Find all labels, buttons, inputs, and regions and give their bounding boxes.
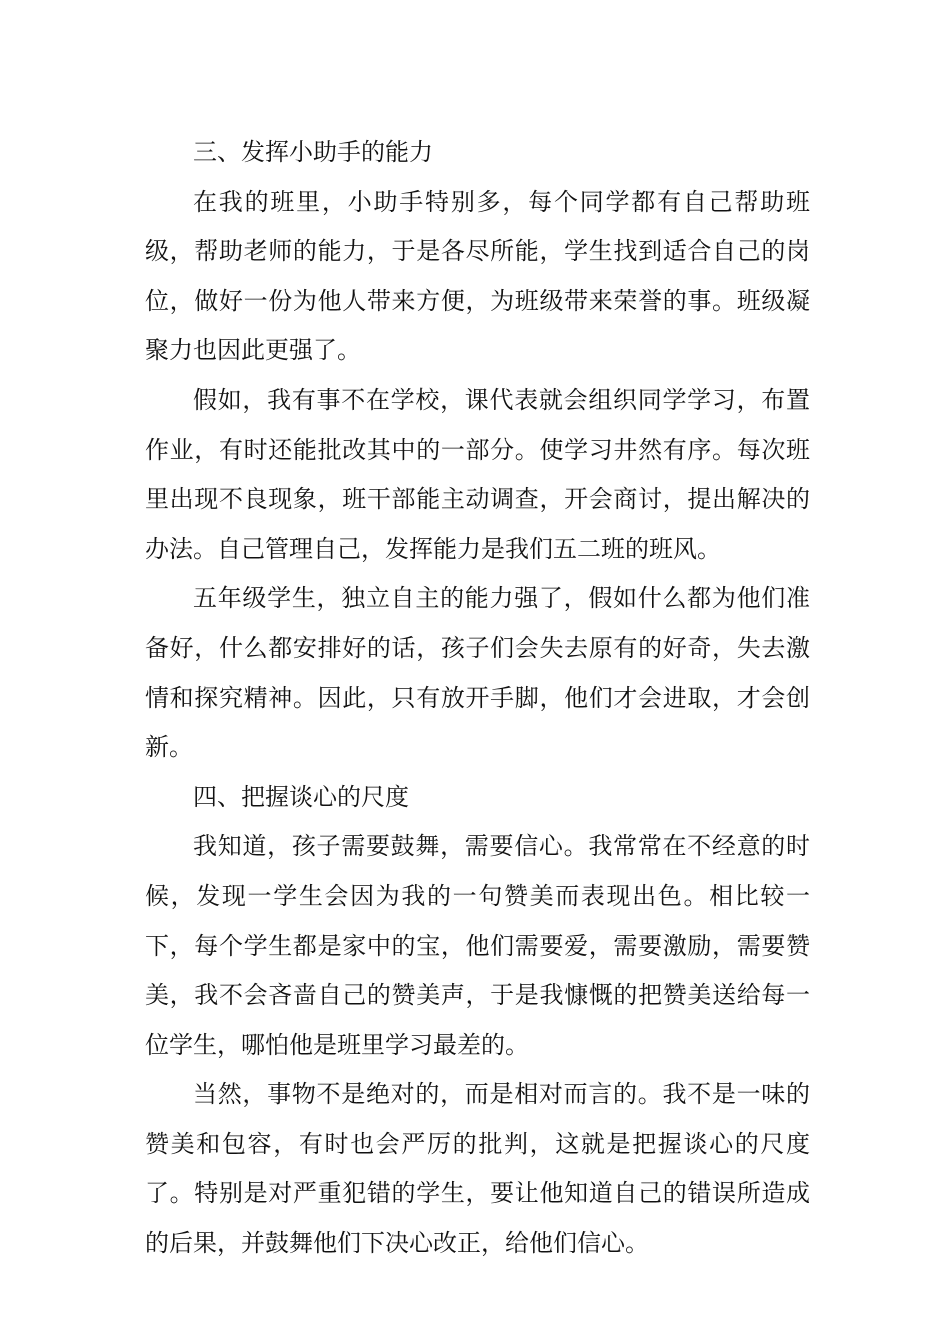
paragraph: 在我的班里，小助手特别多，每个同学都有自己帮助班级，帮助老师的能力，于是各尽所能，学生找到适合自己的岗位，做好一份为他人带来方便，为班级带来荣誉的事。班级凝聚力也因此更强了。	[145, 187, 810, 365]
paragraph: 五年级学生，独立自主的能力强了，假如什么都为他们准备好，什么都安排好的话，孩子们会失去原有的好奇，失去激情和探究精神。因此，只有放开手脚，他们才会进取，才会创新。	[145, 584, 810, 762]
paragraph: 假如，我有事不在学校，课代表就会组织同学学习，布置作业，有时还能批改其中的一部分。使学习井然有序。每次班里出现不良现象，班干部能主动调查，开会商讨，提出解决的办法。自己管理自己，发挥能力是我们五二班的班风。	[145, 385, 810, 563]
section-heading: 四、把握谈心的尺度	[193, 782, 409, 811]
section-heading: 三、发挥小助手的能力	[193, 138, 433, 166]
document-body	[145, 128, 810, 1269]
paragraph: 当然，事物不是绝对的，而是相对而言的。我不是一味的赞美和包容，有时也会严厉的批判，这就是把握谈心的尺度了。特别是对严重犯错的学生，要让他知道自己的错误所造成的后果，并鼓舞他们下决心改正，给他们信心。	[145, 1080, 810, 1258]
paragraph: 我知道，孩子需要鼓舞，需要信心。我常常在不经意的时候，发现一学生会因为我的一句赞美而表现出色。相比较一下，每个学生都是家中的宝，他们需要爱，需要激励，需要赞美，我不会吝啬自己的赞美声，于是我慷慨的把赞美送给每一位学生，哪怕他是班里学习最差的。	[145, 832, 810, 1059]
